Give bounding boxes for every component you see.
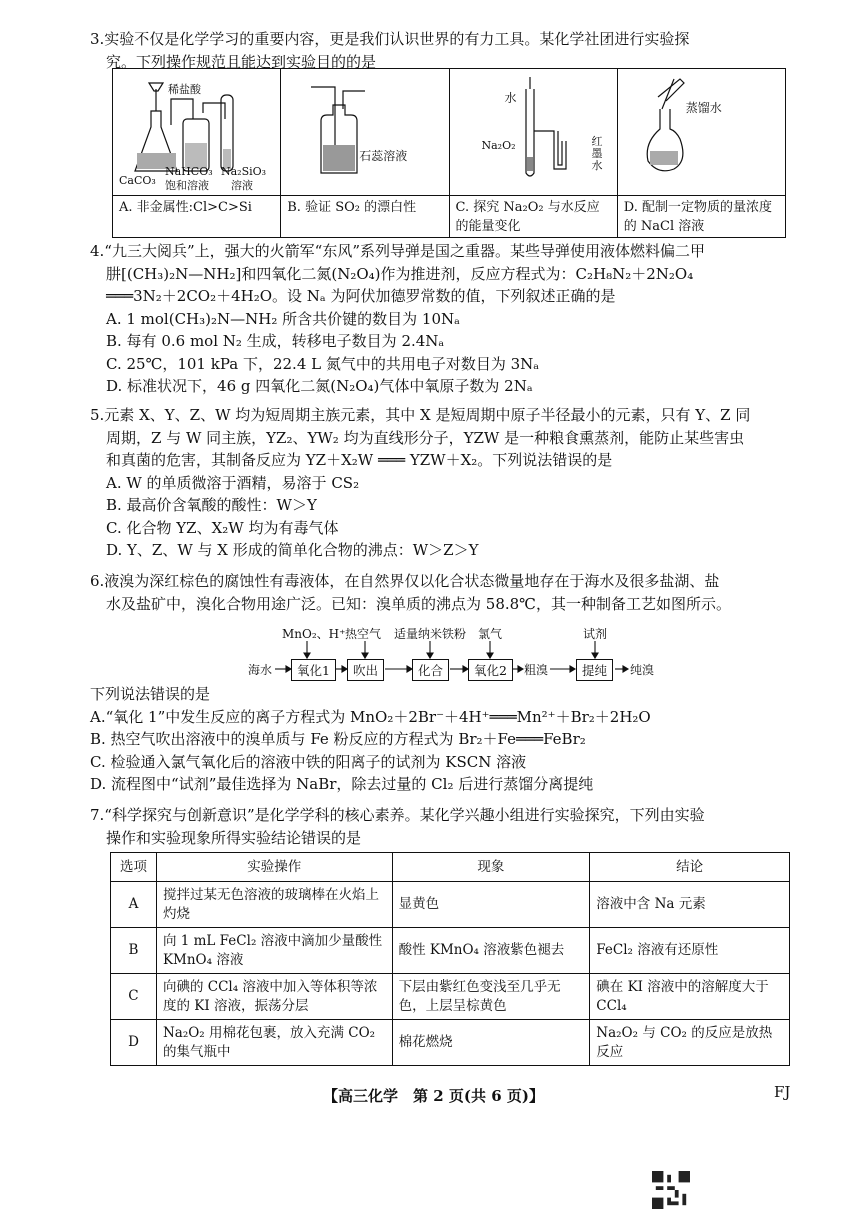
label-na2o2: Na₂O₂ <box>481 139 516 152</box>
row-phenomenon: 下层由紫红色变浅至几乎无色，上层呈棕黄色 <box>392 974 590 1020</box>
q3-caption-b: B. 验证 SO₂ 的漂白性 <box>281 195 448 237</box>
table-row <box>111 974 790 1020</box>
flow-crude-bromine: 粗溴 <box>524 663 549 677</box>
row-phenomenon: 显黄色 <box>392 882 590 928</box>
q6-process-flow <box>250 625 690 685</box>
q3-option-a-cell <box>113 69 281 237</box>
q3-stem-line1: 3.实验不仅是化学学习的重要内容，更是我们认识世界的有力工具。某化学社团进行实验探 <box>90 30 690 48</box>
label-caco3: CaCO₃ <box>119 174 156 187</box>
flow-reagent-iron: 适量纳米铁粉 <box>394 627 467 641</box>
apparatus-c-drawing <box>450 69 600 195</box>
label-na2sio3: Na₂SiO₃ <box>221 165 267 178</box>
label-nahco3-sat: 饱和溶液 <box>165 179 209 192</box>
label-distilled-water: 蒸馏水 <box>685 101 722 115</box>
q3-option-b-cell <box>281 69 449 237</box>
row-conclusion: 碘在 KI 溶液中的溶解度大于 CCl₄ <box>590 974 790 1020</box>
row-option: C <box>111 974 157 1020</box>
table-row <box>111 1020 790 1066</box>
header-phenomenon: 现象 <box>392 853 590 882</box>
q6-option-d: D. 流程图中“试剂”最佳选择为 NaBr，除去过量的 Cl₂ 后进行蒸馏分离提纯 <box>90 775 594 793</box>
q6-line2: 水及盐矿中，溴化合物用途广泛。已知：溴单质的沸点为 58.8℃，其一种制备工艺如图所示。 <box>106 594 731 613</box>
row-conclusion: FeCl₂ 溶液有还原性 <box>590 928 790 974</box>
q5-line3: 和真菌的危害，其制备反应为 YZ＋X₂W ═══ YZW＋X₂。下列说法错误的是 <box>106 451 613 469</box>
q7-line2: 操作和实验现象所得实验结论错误的是 <box>106 828 362 847</box>
q3-caption-a: A. 非金属性:Cl>C>Si <box>113 195 280 237</box>
q3-option-c-cell <box>450 69 618 237</box>
label-ink-3: 水 <box>591 159 603 172</box>
row-phenomenon: 棉花燃烧 <box>392 1020 590 1066</box>
table-row <box>111 928 790 974</box>
flow-step-oxidation2: 氧化2 <box>468 659 513 681</box>
label-litmus: 石蕊溶液 <box>359 149 408 163</box>
q4-option-d: D. 标准状况下，46 g 四氧化二氮(N₂O₄)气体中氧原子数为 2Nₐ <box>106 377 533 395</box>
table-row <box>111 882 790 928</box>
label-ink-2: 墨 <box>591 147 603 160</box>
row-option: D <box>111 1020 157 1066</box>
label-dilute-hcl: 稀盐酸 <box>168 83 201 96</box>
q6-option-a: A.“氧化 1”中发生反应的离子方程式为 MnO₂＋2Br⁻＋4H⁺═══Mn²⁺＋Br₂＋2H₂O <box>90 707 651 726</box>
q6-option-b: B. 热空气吹出溶液中的溴单质与 Fe 粉反应的方程式为 Br₂＋Fe═══FeBr₂ <box>90 730 586 748</box>
label-water: 水 <box>504 91 517 105</box>
q4-option-c: C. 25℃，101 kPa 下，22.4 L 氮气中的共用电子对数目为 3Nₐ <box>106 354 540 373</box>
footer-code: FJ <box>774 1083 791 1101</box>
apparatus-d-drawing <box>618 69 768 195</box>
q3-apparatus-table <box>112 68 786 238</box>
row-operation: 向 1 mL FeCl₂ 溶液中滴加少量酸性 KMnO₄ 溶液 <box>156 928 392 974</box>
q3-caption-d: D. 配制一定物质的量浓度的 NaCl 溶液 <box>618 195 785 237</box>
q4-line1: 4.“九三大阅兵”上，强大的火箭军“东风”系列导弹是国之重器。某些导弹使用液体燃料偏二甲 <box>90 242 705 260</box>
q6-line1: 6.液溴为深红棕色的腐蚀性有毒液体，在自然界仅以化合状态微量地存在于海水及很多盐湖、盐 <box>90 572 720 590</box>
q3-option-d-cell <box>618 69 785 237</box>
q4-line3: ═══3N₂＋2CO₂＋4H₂O。设 Nₐ 为阿伏加德罗常数的值，下列叙述正确的是 <box>106 287 616 305</box>
header-option: 选项 <box>111 853 157 882</box>
flow-reagent-mno2: MnO₂、H⁺ <box>282 627 346 641</box>
flow-step-blow-out: 吹出 <box>347 659 384 681</box>
label-ink-1: 红 <box>591 135 603 148</box>
flow-step-oxidation1: 氧化1 <box>291 659 336 681</box>
question-5 <box>90 404 800 562</box>
row-option: B <box>111 928 157 974</box>
row-operation: 向碘的 CCl₄ 溶液中加入等体积等浓度的 KI 溶液，振荡分层 <box>156 974 392 1020</box>
question-6-options <box>90 683 800 796</box>
flow-reagent-unknown: 试剂 <box>583 627 608 641</box>
row-operation: 搅拌过某无色溶液的玻璃棒在火焰上灼烧 <box>156 882 392 928</box>
apparatus-b-drawing <box>281 69 431 195</box>
q7-line1: 7.“科学探究与创新意识”是化学学科的核心素养。某化学兴趣小组进行实验探究，下列由实验 <box>90 806 705 824</box>
header-conclusion: 结论 <box>590 853 790 882</box>
row-conclusion: Na₂O₂ 与 CO₂ 的反应是放热反应 <box>590 1020 790 1066</box>
label-na2sio3-sol: 溶液 <box>231 179 253 192</box>
header-operation: 实验操作 <box>156 853 392 882</box>
row-phenomenon: 酸性 KMnO₄ 溶液紫色褪去 <box>392 928 590 974</box>
qr-code-icon <box>652 1170 690 1210</box>
table-header-row <box>111 853 790 882</box>
question-7 <box>90 804 800 849</box>
q6-option-c: C. 检验通入氯气氧化后的溶液中铁的阳离子的试剂为 KSCN 溶液 <box>90 752 527 771</box>
q3-stem-line2: 究。下列操作规范且能达到实验目的的是 <box>106 52 377 71</box>
page-footer: 【高三化学 第 2 页(共 6 页)】 <box>323 1087 544 1105</box>
q6-ask: 下列说法错误的是 <box>90 685 211 703</box>
q5-option-a: A. W 的单质微溶于酒精，易溶于 CS₂ <box>106 473 360 492</box>
row-option: A <box>111 882 157 928</box>
q4-line2: 肼[(CH₃)₂N—NH₂]和四氧化二氮(N₂O₄)作为推进剂，反应方程式为：C₂H₈N₂＋2N₂O₄ <box>106 264 694 283</box>
row-conclusion: 溶液中含 Na 元素 <box>590 882 790 928</box>
question-3 <box>90 28 800 73</box>
flow-start-seawater: 海水 <box>248 663 273 677</box>
flow-step-combine: 化合 <box>412 659 449 681</box>
question-4 <box>90 240 800 398</box>
flow-reagent-chlorine: 氯气 <box>478 627 503 641</box>
row-operation: Na₂O₂ 用棉花包裹，放入充满 CO₂ 的集气瓶中 <box>156 1020 392 1066</box>
label-nahco3: NaHCO₃ <box>165 165 213 178</box>
question-6 <box>90 570 800 615</box>
q4-option-a: A. 1 mol(CH₃)₂N—NH₂ 所含共价键的数目为 10Nₐ <box>106 309 460 328</box>
q5-option-c: C. 化合物 YZ、X₂W 均为有毒气体 <box>106 518 339 537</box>
flow-pure-bromine: 纯溴 <box>630 663 655 677</box>
flow-step-purify: 提纯 <box>576 659 613 681</box>
q3-caption-c: C. 探究 Na₂O₂ 与水反应的能量变化 <box>450 195 617 237</box>
q5-option-b: B. 最高价含氧酸的酸性：W＞Y <box>106 496 317 514</box>
q4-option-b: B. 每有 0.6 mol N₂ 生成，转移电子数目为 2.4Nₐ <box>106 332 445 350</box>
q5-line1: 5.元素 X、Y、Z、W 均为短周期主族元素，其中 X 是短周期中原子半径最小的元素，只有 Y、Z 同 <box>90 406 751 424</box>
q5-line2: 周期，Z 与 W 同主族，YZ₂、YW₂ 均为直线形分子，YZW 是一种粮食熏蒸剂，能防止某些害虫 <box>106 428 745 447</box>
flow-reagent-hot-air: 热空气 <box>345 627 382 641</box>
q5-option-d: D. Y、Z、W 与 X 形成的简单化合物的沸点：W＞Z＞Y <box>106 541 479 559</box>
q7-table <box>110 852 790 1066</box>
